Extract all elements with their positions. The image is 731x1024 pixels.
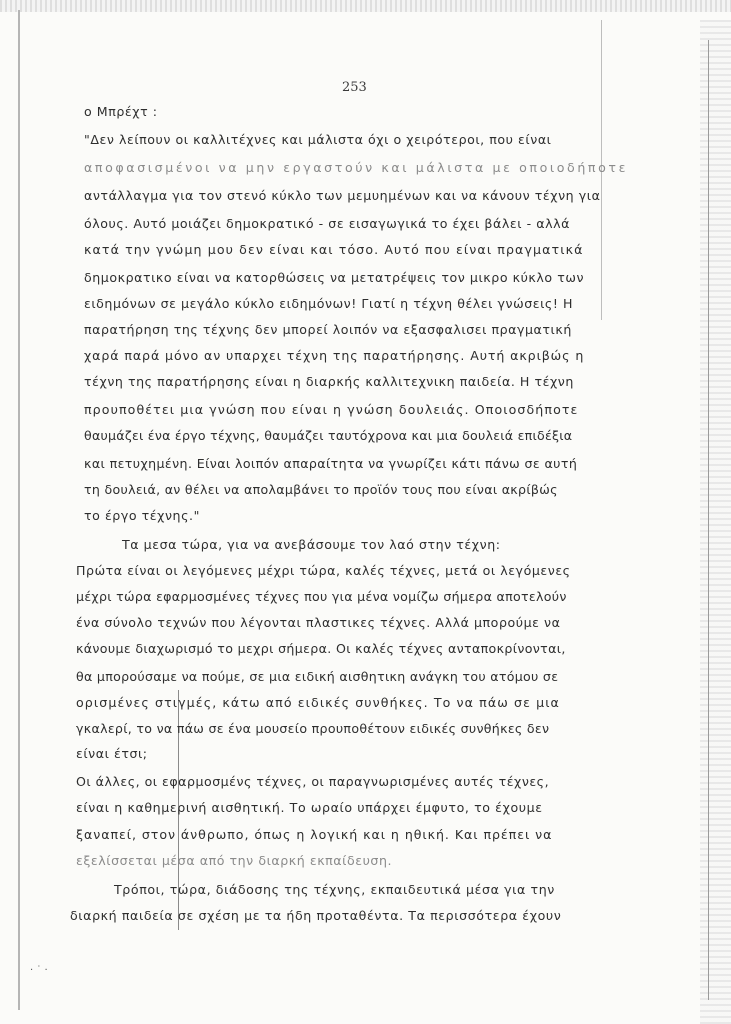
text-line: χαρά παρά μόνο αν υπαρχει τέχνη της παρατήρησης. Αυτή ακριβώς η [84,348,585,363]
text-line: ξαναπεί, στον άνθρωπο, όπως η λογική και η ηθική. Και πρέπει να [76,827,553,842]
text-line: δημοκρατικο είναι να κατορθώσεις να μετατρέψεις τον μικρο κύκλο των [84,270,585,285]
text-line: όλους. Αυτό μοιάζει δημοκρατικό - σε εισαγωγικά το έχει βάλει - αλλά [84,216,570,231]
text-line: γκαλερί, το να πάω σε ένα μουσείο προυποθέτουν ειδικές συνθήκες δεν [76,721,550,736]
text-line: Τρόποι, τώρα, διάδοσης της τέχνης, εκπαιδευτικά μέσα για την [114,882,555,897]
text-line: μέχρι τώρα εφαρμοσμένες τέχνες που για μένα νομίζω σήμερα αποτελούν [76,589,567,604]
text-line: κάνουμε διαχωρισμό το μεχρι σήμερα. Οι καλές τέχνες ανταποκρίνονται, [76,641,566,656]
text-line: το έργο τέχνης." [84,508,200,523]
text-line: προυποθέτει μια γνώση που είναι η γνώση δουλειάς. Οποιοσδήποτε [84,402,579,417]
scan-specks: · ˙ · [30,965,48,976]
text-line: και πετυχημένη. Είναι λοιπόν απαραίτητα να γνωρίζει κάτι πάνω σε αυτή [84,456,578,471]
text-line: ο Μπρέχτ : [84,104,158,119]
text-line: εξελίσσεται μέσα από την διαρκή εκπαίδευση. [76,853,393,868]
scan-edge-left [18,10,20,1010]
text-line: είναι έτσι; [76,746,148,761]
scan-edge-right [708,40,709,1000]
text-line: Τα μεσα τώρα, για να ανεβάσουμε τον λαό στην τέχνη: [122,537,501,552]
scan-noise-top [0,0,731,12]
scan-noise-right [700,20,731,1024]
text-line: Οι άλλες, οι εφαρμοσμένς τέχνες, οι παραγνωρισμένες αυτές τέχνες, [76,774,550,789]
text-line: ορισμένες στιγμές, κάτω από ειδικές συνθήκες. Το να πάω σε μια [76,695,560,710]
text-line: ειδημόνων σε μεγάλο κύκλο ειδημόνων! Γιατί η τέχνη θέλει γνώσεις! Η [84,296,574,311]
text-line: "Δεν λείπουν οι καλλιτέχνες και μάλιστα όχι ο χειρότεροι, που είναι [84,132,552,147]
text-line: αντάλλαγμα για τον στενό κύκλο των μεμυημένων και να κάνουν τέχνη για [84,188,601,203]
text-line: τη δουλειά, αν θέλει να απολαμβάνει το προϊόν τους που είναι ακρίβώς [84,482,558,497]
text-line: θα μπορούσαμε να πούμε, σε μια ειδική αισθητικη ανάγκη του ατόμου σε [76,669,559,684]
text-line: παρατήρηση της τέχνης δεν μπορεί λοιπόν να εξασφαλισει πραγματική [84,322,572,337]
text-line: Πρώτα είναι οι λεγόμενες μέχρι τώρα, καλές τέχνες, μετά οι λεγόμενες [76,563,571,578]
text-line: αποφασισμένοι να μην εργαστούν και μάλιστα με οποιοδήποτε [84,160,628,175]
text-line: διαρκή παιδεία σε σχέση με τα ήδη προταθέντα. Τα περισσότερα έχουν [70,908,562,923]
text-line: είναι η καθημερινή αισθητική. Το ωραίο υπάρχει έμφυτο, το έχουμε [76,800,543,815]
text-line: θαυμάζει ένα έργο τέχνης, θαυμάζει ταυτόχρονα και μια δουλειά επιδέξια [84,428,573,443]
text-line: ένα σύνολο τεχνών που λέγονται πλαστικες τέχνες. Αλλά μπορούμε να [76,615,561,630]
text-line: κατά την γνώμη μου δεν είναι και τόσο. Αυτό που είναι πραγματικά [84,242,584,257]
page-number: 253 [342,80,367,95]
text-line: τέχνη της παρατήρησης είναι η διαρκής καλλιτεχνικη παιδεία. Η τέχνη [84,374,574,389]
